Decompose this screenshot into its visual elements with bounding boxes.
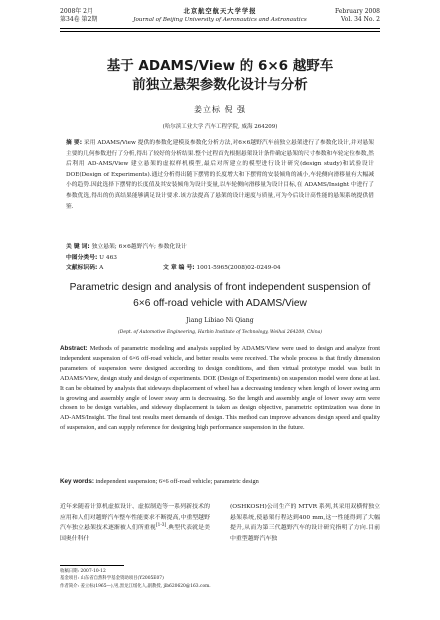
article-number-cn-value: 1001-5965(2008)02-0249-04 bbox=[196, 265, 281, 271]
journal-name-en: Journal of Beijing University of Aeronautics and Astronautics bbox=[133, 17, 307, 23]
keywords-en-label: Key words: bbox=[60, 478, 94, 485]
classification-cn-value: U 463 bbox=[99, 254, 117, 261]
header-right bbox=[308, 8, 380, 24]
footnote-author: 作者简介: 姜立标(1965—),男,黑龙江绥化人,副教授, jlb620620@163.com. bbox=[60, 583, 211, 589]
abstract-en bbox=[60, 344, 380, 433]
citation-ref: [1-3] bbox=[155, 523, 167, 529]
header-rule bbox=[60, 28, 380, 29]
classification-cn-label: 中图分类号: bbox=[66, 254, 98, 261]
footnote bbox=[60, 568, 220, 590]
title-cn-line-1: 基于 ADAMS/View 的 6×6 越野车 bbox=[106, 58, 334, 74]
keywords-en-text: independent suspension; 6×6 off-road vehicle; parametric design bbox=[95, 478, 259, 485]
footnote-fund: 基金项目: 山东省自然科学基金资助项目(Y2005E07) bbox=[60, 576, 164, 582]
doc-code-cn-value: A bbox=[99, 265, 104, 271]
header-rule-thin bbox=[60, 31, 380, 32]
abstract-cn-text: 采用 ADAMS/View 提供的参数化建模及参数化分析方法,对6×6越野汽车前独立悬架进行了参数化设计,并对悬架主要的几何参数进行了分析,得出了较好的分析结果.整个过程首先根据悬架设计条件确定悬架的尺寸参数和车轮定位参数,然后利用 AD-AMS/View 建立悬架的虚拟样机模型,最后对所建立的模型进行设计研究(design study)和试验设计 DOE(Design of Experiments).通过分析得出随下摆臂的长度增大和下摆臂的安装倾角的减小,车轮侧向滑移量有大幅减小的趋势.因此选择下摆臂的长度值及其安装倾角为设计变量,以车轮侧向滑移量为设计目标,在 ADAMS/Insight 中进行了参数优选,得出的仿真结果能够满足设计要求.该方法提高了悬架的设计速度与质量,可为今后设计高性能的悬架系统提供借鉴. bbox=[66, 140, 374, 210]
title-en-line-1: Parametric design and analysis of front independent suspension of bbox=[69, 282, 371, 293]
affiliation-cn: (哈尔滨工业大学 汽车工程学院, 威海 264209) bbox=[162, 124, 278, 130]
journal-name-cn: 北京航空航天大学学报 bbox=[183, 8, 257, 15]
body-left-tail: .典型代表就是美国奥什科什 bbox=[60, 525, 211, 542]
classification-cn bbox=[66, 253, 374, 264]
abstract-en-text: Methods of parametric modeling and analysis supplied by ADAMS/View were used to design and analyze front independent suspension of 6×6 off-road vehicle, and better results were received. The whole process is that firstly dimension parameters of suspension were designed according to design conditions, and then virtual prototype model was built in ADAMS/View, design study and design of experiments. DOE (Design of Experiments) on suspension model were done at last. It can be obtained by analysis that sideways displacement of wheel has a decreasing tendency when length of lower swing arm is growing and assembly angle of lower sway arm is decreasing. So the length and assembly angle of lower sway arm were chosen to be design variables, and sideway displacement is taken as design objective, parametric optimization was done in AD-AMS/Insight. The final test results meet demands of design. This method can improve advances design speed and quality of suspension, and can supply reference for designing high performance suspension in the future. bbox=[60, 345, 380, 432]
title-en-line-2: 6×6 off-road vehicle with ADAMS/View bbox=[133, 297, 307, 309]
header-left bbox=[60, 8, 132, 24]
header-month-year: February 2008 bbox=[335, 8, 380, 15]
running-header bbox=[60, 8, 380, 36]
paper-title-en bbox=[60, 280, 380, 311]
body-right-text: (OSHKOSH)公司生产的 MTVR 系列,其采用双横臂独立悬架系统,使悬架行程达到400 mm,这一性能得到了大幅提升,从而为第三代越野汽车的设计研究指明了方向.目前中重型越野汽车独 bbox=[230, 504, 380, 542]
keywords-cn-label: 关 键 词: bbox=[66, 244, 90, 250]
title-cn-line-2: 前独立悬架参数化设计与分析 bbox=[132, 77, 308, 93]
keywords-cn-text: 独立悬架; 6×6越野汽车; 参数化设计 bbox=[91, 244, 187, 250]
paper-title-cn bbox=[60, 57, 380, 95]
abstract-cn-label: 摘 要: bbox=[66, 140, 82, 146]
footnote-rule bbox=[60, 565, 124, 566]
keywords-cn bbox=[66, 242, 374, 253]
abstract-cn bbox=[66, 138, 374, 212]
affiliation-en: (Dept. of Automotive Engineering, Harbin Institute of Technology, Weihai 264209, China) bbox=[117, 330, 323, 335]
body-column-right bbox=[230, 502, 380, 544]
footnote-received: 收稿日期: 2007-10-12 bbox=[60, 569, 106, 574]
authors-cn: 姜立标 倪 强 bbox=[193, 105, 247, 114]
abstract-en-label: Abstract: bbox=[60, 345, 88, 352]
doc-code-cn bbox=[66, 263, 374, 274]
header-volume-en: Vol. 34 No. 2 bbox=[340, 16, 380, 23]
article-number-cn-label: 文 章 编 号: bbox=[163, 265, 195, 271]
keywords-block-cn bbox=[66, 242, 374, 274]
keywords-en bbox=[60, 477, 380, 487]
doc-code-cn-label: 文献标识码: bbox=[66, 265, 98, 271]
header-center bbox=[132, 8, 308, 24]
body-left-text: 近年来随着计算机虚拟设计、虚拟制造等一系列新技术的应用和人们对越野汽车整车性能要求不断提高,中重型越野汽车独立悬架技术逐渐被人们所重视 bbox=[60, 504, 210, 532]
header-date: 2008年 2月 bbox=[60, 8, 93, 15]
authors-en: Jiang Libiao Ni Qiang bbox=[186, 317, 254, 324]
header-volume-cn: 第34卷 第2期 bbox=[60, 16, 98, 23]
body-column-left bbox=[60, 502, 210, 544]
